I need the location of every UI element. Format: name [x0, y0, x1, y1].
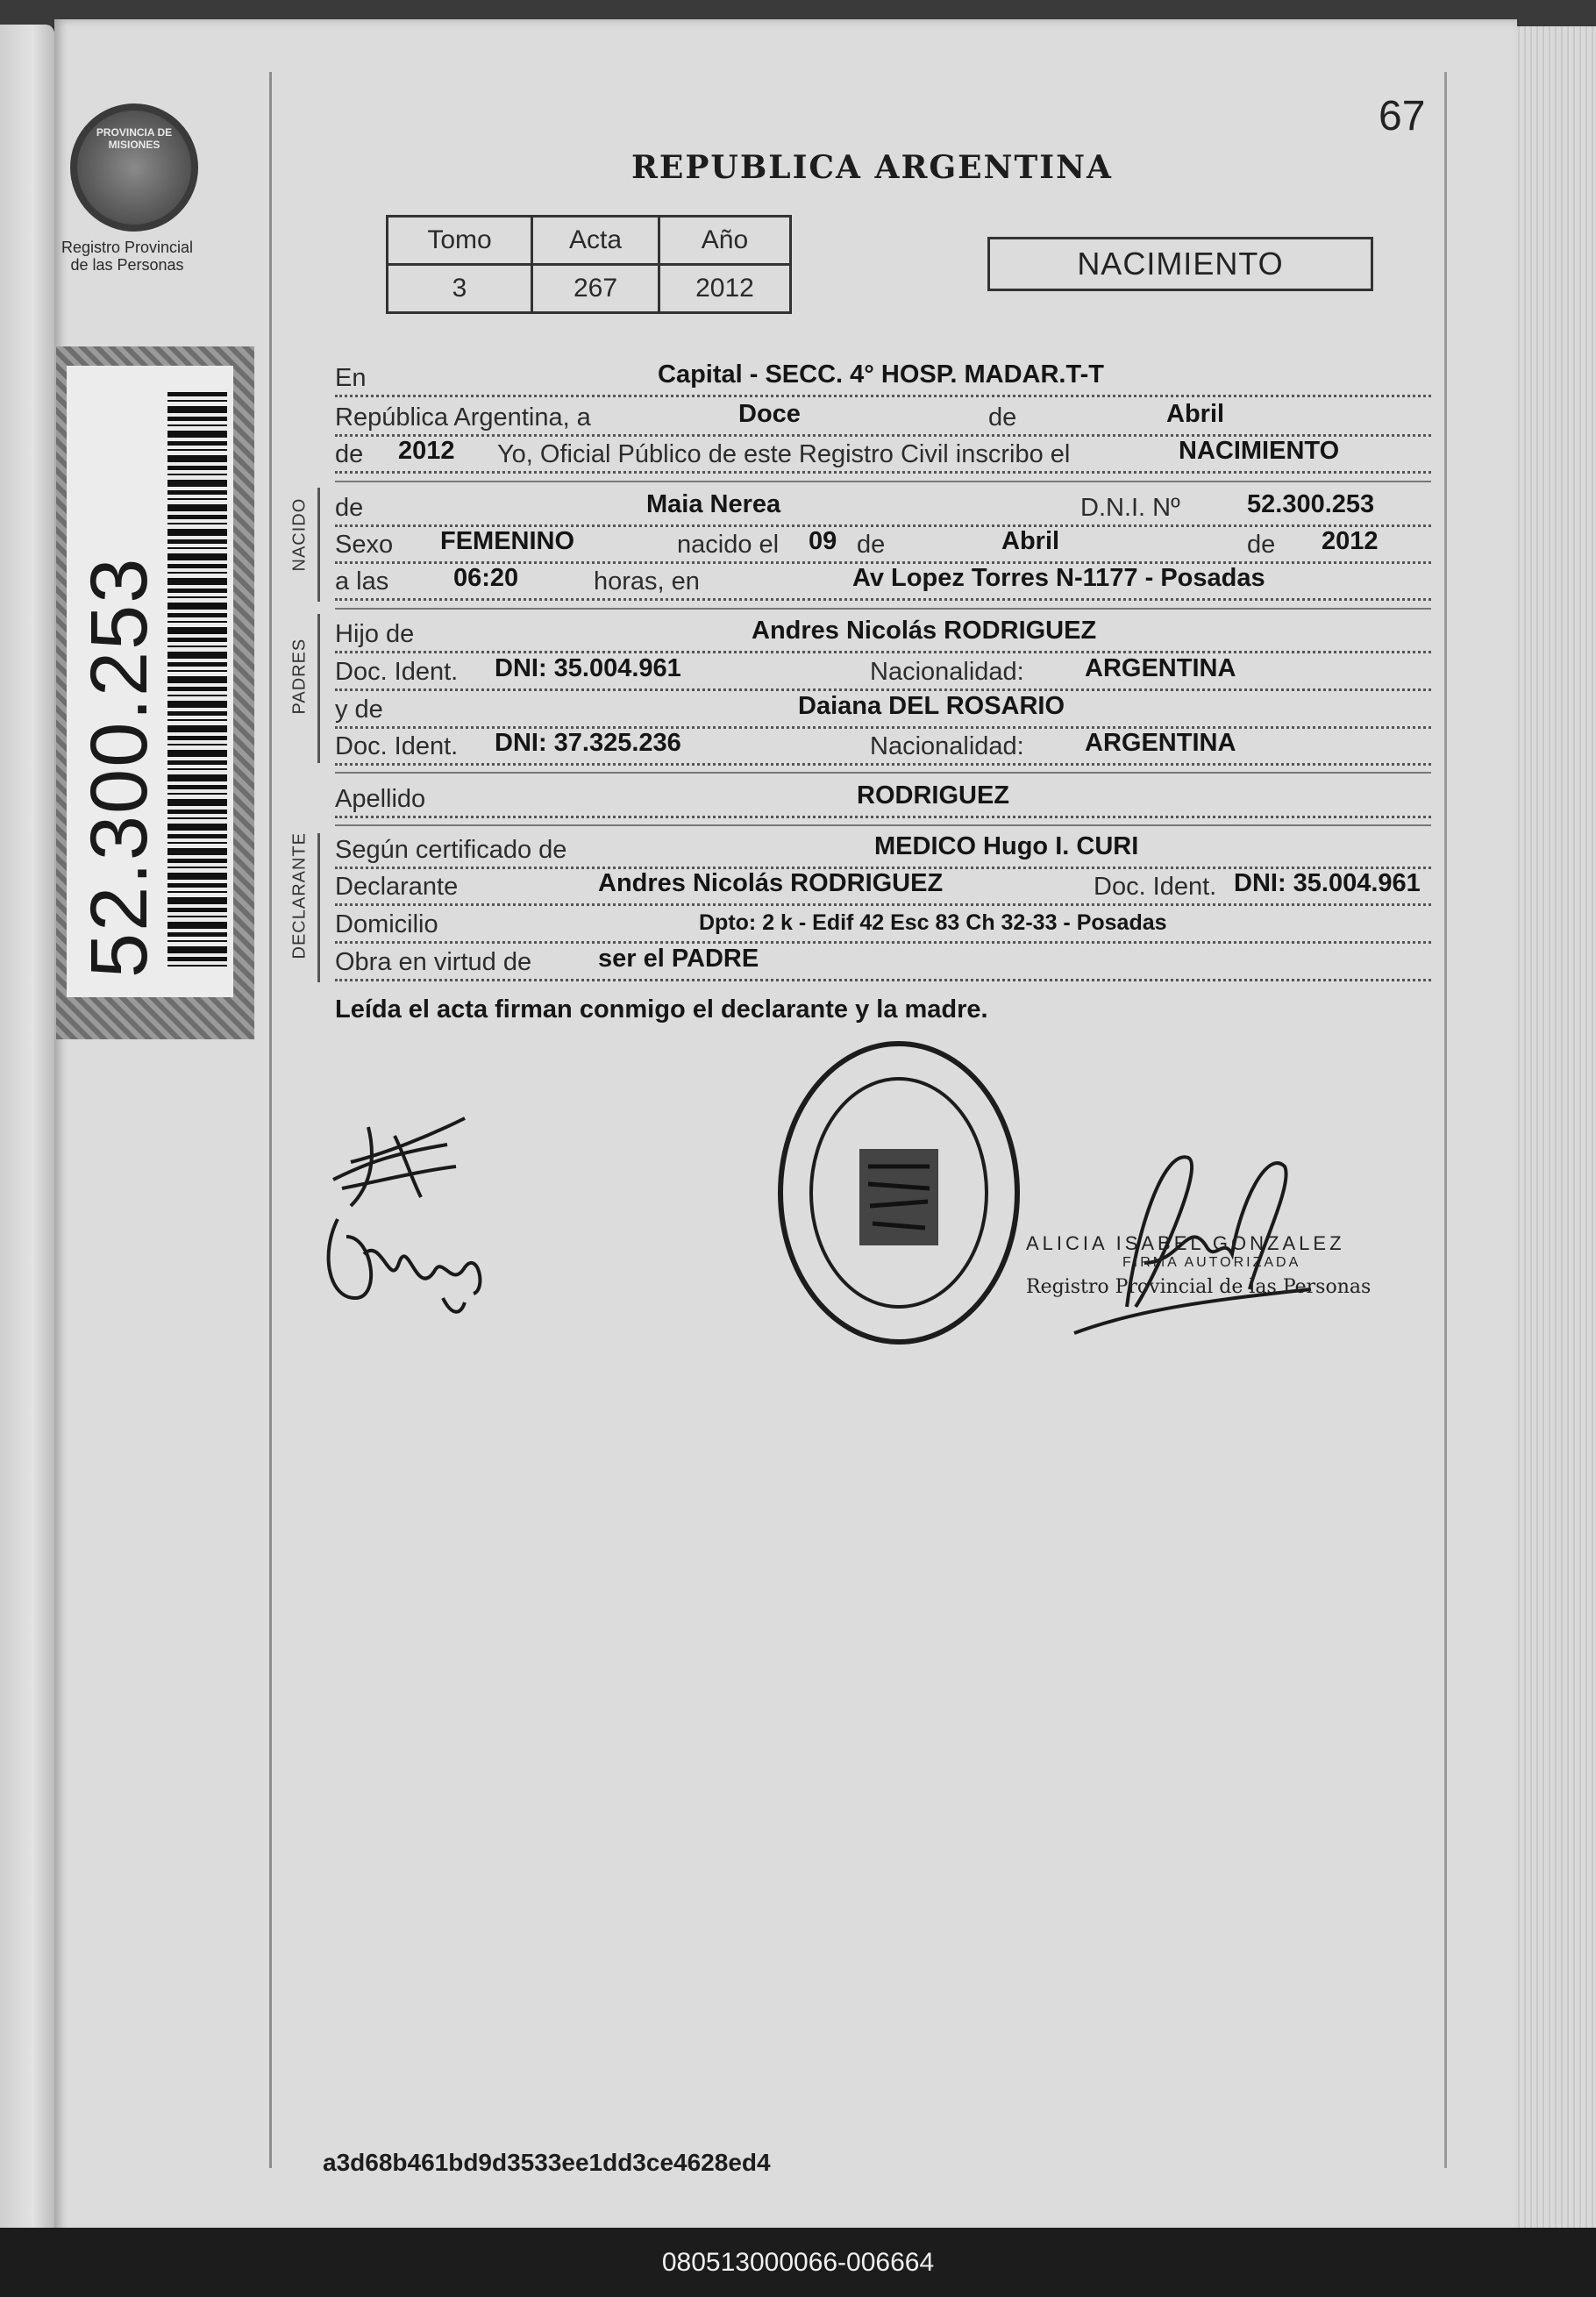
ref-value-tomo: 3	[388, 265, 532, 313]
value-nacido-anio: 2012	[1322, 527, 1379, 555]
label-republica: República Argentina, a	[335, 403, 591, 432]
value-declarante: Andres Nicolás RODRIGUEZ	[598, 869, 944, 897]
label-horas-en: horas, en	[594, 567, 700, 596]
right-margin-rule	[1444, 72, 1447, 2168]
label-sexo: Sexo	[335, 531, 394, 559]
value-madre-nacionalidad: ARGENTINA	[1085, 729, 1236, 757]
left-margin-rule	[269, 72, 272, 2168]
value-lugar: Av Lopez Torres N-1177 - Posadas	[852, 564, 1265, 592]
ref-header-anio: Año	[659, 217, 791, 265]
official-name: ALICIA ISABEL GONZALEZ	[1026, 1232, 1345, 1254]
label-dni: D.N.I. Nº	[1080, 494, 1180, 522]
separator-1	[335, 481, 1431, 482]
value-en: Capital - SECC. 4° HOSP. MADAR.T-T	[658, 360, 1104, 389]
line-madre-doc	[335, 728, 1431, 766]
label-de-nacido-mes: de	[857, 531, 886, 559]
province-seal-text: PROVINCIA DE MISIONES	[96, 126, 173, 151]
value-nombre: Maia Nerea	[646, 490, 781, 518]
separator-4	[335, 824, 1431, 826]
label-en: En	[335, 364, 367, 392]
separator-3	[335, 772, 1431, 774]
ref-header-acta: Acta	[532, 217, 659, 265]
reference-header-row	[388, 217, 791, 265]
previous-page-edge	[0, 25, 54, 2235]
label-declarante: Declarante	[335, 873, 459, 901]
line-republica	[335, 399, 1431, 437]
value-sexo: FEMENINO	[440, 527, 575, 555]
value-domicilio: Dpto: 2 k - Edif 42 Esc 83 Ch 32-33 - Posadas	[699, 910, 1167, 935]
document-title: REPUBLICA ARGENTINA	[631, 149, 1113, 186]
value-obra: ser el PADRE	[598, 945, 759, 973]
line-obra	[335, 944, 1431, 981]
official-role: FIRMA AUTORIZADA	[1122, 1255, 1301, 1270]
value-madre: Daiana DEL ROSARIO	[798, 692, 1065, 720]
line-certificado	[335, 831, 1431, 869]
line-y-de	[335, 691, 1431, 729]
line-padre-doc	[335, 653, 1431, 691]
value-padre-nacionalidad: ARGENTINA	[1085, 654, 1236, 682]
barcode-sticker	[56, 346, 254, 1039]
barcode-icon	[167, 392, 227, 971]
label-de-nacido-anio: de	[1247, 531, 1276, 559]
separator-2	[335, 608, 1431, 610]
section-label-padres: PADRES	[289, 638, 310, 715]
emblem-caption-line2: de las Personas	[70, 256, 184, 274]
line-nombre	[335, 489, 1431, 527]
ref-header-tomo: Tomo	[388, 217, 532, 265]
value-mes: Abril	[1166, 400, 1225, 428]
label-de-nombre: de	[335, 494, 364, 522]
line-hora	[335, 563, 1431, 601]
value-apellido: RODRIGUEZ	[857, 781, 1009, 810]
line-apellido	[335, 781, 1431, 818]
page-number: 67	[1379, 93, 1426, 139]
official-stamp-text	[1026, 1232, 1371, 1298]
reference-table	[386, 215, 792, 314]
line-hijo-de	[335, 616, 1431, 653]
ref-value-anio: 2012	[659, 265, 791, 313]
emblem-caption-line1: Registro Provincial	[61, 239, 194, 256]
label-de-mes: de	[988, 403, 1017, 432]
document-hash: a3d68b461bd9d3533ee1dd3ce4628ed4	[323, 2149, 771, 2176]
label-certificado: Según certificado de	[335, 836, 567, 864]
section-bar-padres	[317, 614, 320, 763]
mother-signature	[311, 1202, 504, 1333]
section-label-nacido: NACIDO	[289, 497, 310, 572]
section-label-declarante: DECLARANTE	[289, 832, 310, 959]
line-en	[335, 360, 1431, 397]
label-padre-nacionalidad: Nacionalidad:	[870, 658, 1024, 686]
label-madre-nacionalidad: Nacionalidad:	[870, 732, 1024, 760]
registry-stamp	[772, 1035, 1026, 1351]
emblem-caption	[44, 239, 210, 274]
ref-value-acta: 267	[532, 265, 659, 313]
scan-footer-id: 080513000066-006664	[661, 2248, 935, 2277]
value-hora: 06:20	[453, 564, 519, 592]
label-declarante-doc: Doc. Ident.	[1094, 873, 1217, 901]
province-seal-icon	[70, 103, 198, 232]
label-de-anio: de	[335, 440, 364, 468]
label-madre-doc: Doc. Ident.	[335, 732, 459, 760]
reference-value-row	[388, 265, 791, 313]
value-declarante-doc: DNI: 35.004.961	[1234, 869, 1421, 897]
section-bar-nacido	[317, 488, 320, 602]
label-apellido: Apellido	[335, 785, 426, 813]
line-inscribo	[335, 436, 1431, 474]
page-stack-edge	[1508, 26, 1596, 2245]
value-dni: 52.300.253	[1247, 490, 1375, 518]
value-nacido-dia: 09	[809, 527, 837, 555]
label-yo-oficial: Yo, Oficial Público de este Registro Civil inscribo el	[497, 440, 1071, 468]
value-certificado: MEDICO Hugo I. CURI	[874, 832, 1139, 860]
label-domicilio: Domicilio	[335, 910, 438, 938]
section-bar-declarante	[317, 833, 320, 982]
value-padre: Andres Nicolás RODRIGUEZ	[752, 617, 1097, 645]
label-obra: Obra en virtud de	[335, 948, 532, 976]
closing-statement: Leída el acta firman conmigo el declarante y la madre.	[335, 995, 988, 1024]
value-inscripcion: NACIMIENTO	[1179, 437, 1340, 465]
value-anio: 2012	[398, 437, 455, 465]
value-nacido-mes: Abril	[1001, 527, 1060, 555]
value-madre-doc: DNI: 37.325.236	[495, 729, 681, 757]
label-hijo-de: Hijo de	[335, 620, 415, 648]
value-dia: Doce	[738, 400, 801, 428]
official-organization: Registro Provincial de las Personas	[1026, 1276, 1372, 1298]
record-type-box: NACIMIENTO	[987, 237, 1373, 291]
line-declarante	[335, 868, 1431, 906]
registry-emblem	[44, 103, 210, 274]
label-a-las: a las	[335, 567, 389, 596]
line-sexo	[335, 526, 1431, 564]
line-domicilio	[335, 906, 1431, 944]
label-nacido-el: nacido el	[677, 531, 780, 559]
value-padre-doc: DNI: 35.004.961	[495, 654, 681, 682]
label-padre-doc: Doc. Ident.	[335, 658, 459, 686]
label-y-de: y de	[335, 696, 383, 724]
barcode-number: 52.300.253	[75, 556, 164, 978]
